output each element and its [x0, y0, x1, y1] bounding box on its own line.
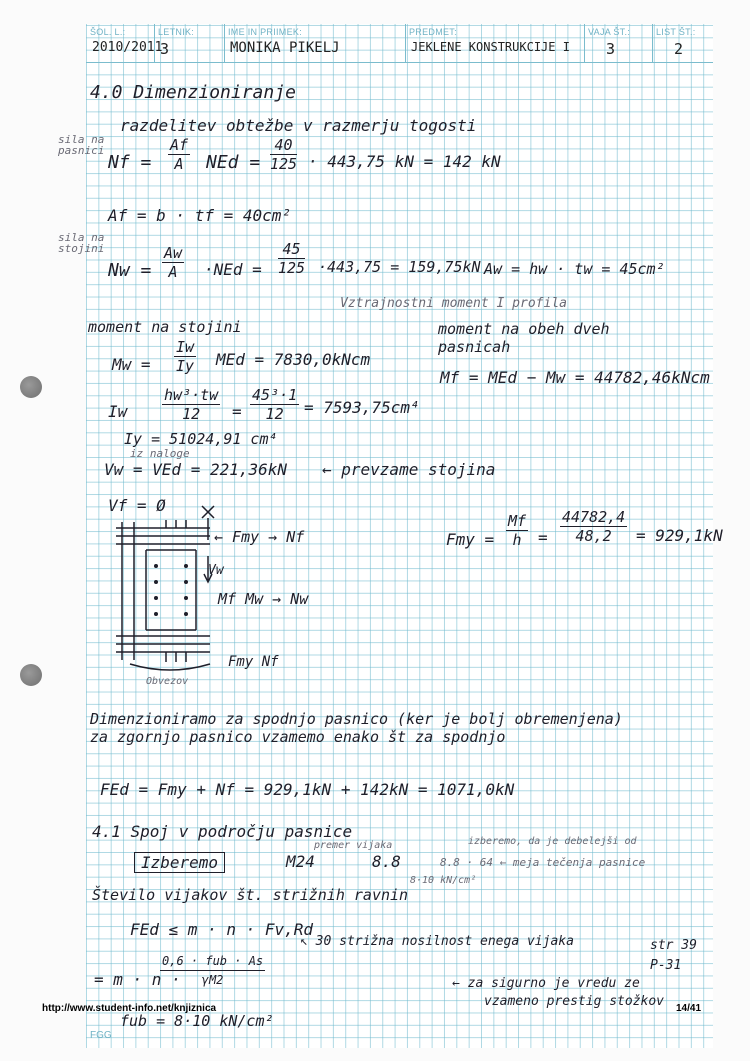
punch-hole-top [20, 376, 42, 398]
fraction-numerator: 44782,4 [562, 508, 626, 526]
nf-fraction [270, 136, 297, 173]
header-value: 3 [606, 40, 616, 58]
fraction-denominator: A [174, 155, 184, 173]
dim-note-1: Dimenzioniramo za spodnjo pasnico (ker je bolj obremenjena) [90, 710, 623, 728]
safety-note-2: vzameno prestig stožkov [484, 994, 665, 1009]
fv-fraction [160, 952, 265, 989]
mf-formula: Mf = MEd − Mw = 44782,46kNcm [440, 368, 710, 387]
header-label: VAJA ŠT.: [588, 27, 631, 37]
choose-box: Izberemo [134, 852, 225, 873]
header-name [224, 24, 406, 62]
shear-note: ↖ 30 strižna nosilnost enega vijaka [300, 934, 574, 949]
iy-formula: Iy = 51024,91 cm⁴ [124, 430, 278, 448]
page-reference: str 39 P-31 [650, 938, 697, 973]
page-margin-bottom [0, 1048, 750, 1061]
fraction-numerator: 0,6 · fub · As [160, 952, 265, 971]
af-over-a-fraction [168, 136, 190, 173]
section-41-title: 4.1 Spoj v področju pasnice [92, 822, 353, 841]
count-line: Število vijakov št. strižnih ravnin [92, 886, 409, 904]
equals-sign: = [538, 528, 548, 547]
flange-moment-label: moment na obeh dveh pasnicah [438, 320, 610, 356]
ned-symbol: NEd = [206, 152, 261, 173]
header-grade [154, 24, 225, 62]
mw-lhs: Mw = [112, 355, 151, 374]
safety-note-1: ← za sigurno je vredu ze [452, 976, 640, 991]
fraction-numerator: 45 [278, 240, 305, 259]
flange-force-label: sila na pasnici [58, 133, 105, 157]
distribution-note: razdelitev obtežbe v razmerju togosti [120, 116, 477, 135]
fraction-numerator: Mf [508, 512, 527, 530]
diagram-vw: Vw [208, 563, 224, 578]
fraction-numerator: 45³·1 [252, 386, 298, 404]
aw-over-a-fraction [162, 244, 184, 281]
fraction-denominator: h [512, 531, 522, 549]
header-value: MONIKA PIKELJ [230, 40, 340, 56]
header-value: 3 [160, 40, 170, 58]
vf-formula: Vf = Ø [108, 496, 166, 515]
bolt-note: premer vijaka [314, 840, 393, 851]
fub-formula: fub = 8·10 kN/cm² [120, 1012, 274, 1030]
fraction-denominator: 48,2 [575, 527, 612, 545]
header-school-year [86, 24, 163, 62]
fraction-numerator: Af [170, 136, 189, 154]
header-label: LIST ŠT.: [656, 27, 696, 37]
fmy-result: = 929,1kN [636, 526, 723, 545]
fraction-numerator: 40 [270, 136, 297, 155]
section-title: 4.0 Dimenzioniranje [90, 82, 296, 103]
diagram-fmy-bottom: Fmy Nf [228, 654, 279, 670]
header-label: IME IN PRIIMEK: [228, 27, 303, 37]
page-margin-top [0, 0, 750, 24]
bolt-size: M24 [286, 852, 315, 871]
iw-over-iy-fraction [174, 338, 196, 375]
header-value: 2 [674, 40, 684, 58]
fraction-numerator: Aw [164, 244, 183, 262]
fmy-fraction-1 [506, 512, 528, 549]
fub-note: 8·10 kN/cm² [410, 875, 477, 886]
fraction-denominator: A [168, 263, 178, 281]
iw-result: = 7593,75cm⁴ [304, 398, 420, 417]
aw-formula: Aw = hw · tw = 45cm² [484, 260, 665, 278]
fraction-denominator: Iy [176, 357, 195, 375]
fraction-denominator: 12 [265, 405, 284, 423]
ned-symbol-2: ·NEd = [204, 260, 262, 279]
fed-inequality: FEd ≤ m · n · Fv,Rd [130, 920, 314, 939]
header-sheet [652, 24, 713, 62]
fmy-lhs: Fmy = [446, 530, 495, 549]
vw-formula: Vw = VEd = 221,36kN [104, 460, 288, 479]
nf-lhs: Nf = [108, 152, 152, 173]
diagram-fmy-top: ← Fmy → Nf [214, 528, 305, 546]
choose-note: izberemo, da je debelejši od [468, 836, 637, 847]
web-force-label: sila na stojini [58, 231, 105, 255]
header-label: LETNIK: [158, 27, 195, 37]
iw-fraction-2 [250, 386, 299, 423]
inertia-note: Vztrajnostni moment I profila [340, 296, 567, 311]
fraction-denominator: 125 [270, 155, 298, 173]
nw-fraction [278, 240, 305, 277]
iw-lhs: Iw [108, 402, 128, 421]
header-exercise [584, 24, 653, 62]
web-moment-label: moment na stojini [88, 318, 242, 336]
nw-result: ·443,75 = 159,75kN [318, 258, 481, 276]
mw-result: MEd = 7830,0kNcm [216, 350, 371, 369]
mn-lhs: = m · n · [94, 970, 181, 989]
equals-sign: = [232, 402, 242, 421]
header-value: 2010/2011 [92, 40, 163, 55]
iy-note: iz naloge [130, 447, 190, 460]
bolt-class: 8.8 [372, 852, 401, 871]
punch-hole-bottom [20, 664, 42, 686]
header-subject [405, 24, 585, 62]
fraction-denominator: γM2 [201, 973, 224, 987]
class-note: 8.8 · 64 ← meja tečenja pasnice [440, 856, 646, 869]
diagram-cover-plate: Obvezov [146, 676, 189, 687]
fraction-denominator: 125 [278, 259, 306, 277]
flange-joint-sketch [110, 500, 430, 690]
header-table [86, 24, 713, 63]
af-formula: Af = b · tf = 40cm² [108, 206, 292, 225]
header-label: ŠOL. L.: [90, 27, 126, 37]
fraction-denominator: 12 [182, 405, 201, 423]
fraction-numerator: Iw [176, 338, 195, 356]
diagram-moments: Mf Mw → Nw [218, 590, 309, 608]
vw-note: ← prevzame stojina [322, 460, 496, 479]
header-label: PREDMET: [409, 27, 457, 37]
fraction-numerator: hw³·tw [164, 386, 219, 404]
footer-url-link[interactable]: http://www.student-info.net/knjiznica [42, 1003, 217, 1014]
fmy-fraction-2 [560, 508, 627, 545]
footer-mark: FGG [90, 1030, 112, 1041]
dim-note-2: za zgornjo pasnico vzamemo enako št za spodnjo [90, 728, 506, 746]
nw-lhs: Nw = [108, 260, 152, 281]
header-value: JEKLENE KONSTRUKCIJE I [411, 40, 570, 54]
fed-formula: FEd = Fmy + Nf = 929,1kN + 142kN = 1071,0kN [100, 780, 515, 799]
page-margin-left [0, 0, 86, 1061]
footer-page-number: 14/41 [676, 1003, 702, 1014]
nf-result: · 443,75 kN = 142 kN [308, 152, 501, 171]
iw-fraction [162, 386, 220, 423]
